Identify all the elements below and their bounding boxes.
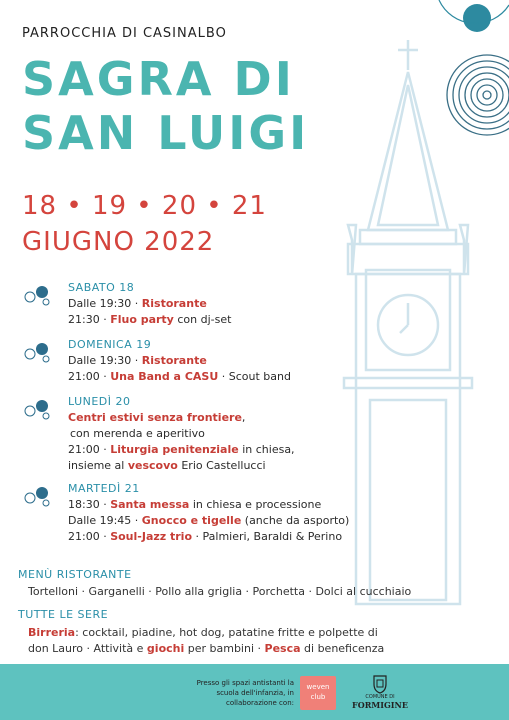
day-name: MARTEDÌ 21 bbox=[68, 482, 140, 495]
dots-icon bbox=[20, 481, 54, 509]
dates-days: 18 • 19 • 20 • 21 bbox=[22, 191, 267, 221]
dots-icon bbox=[20, 280, 54, 308]
evenings-line-2: don Lauro · Attività e giochi per bambini · Pesca di beneficenza bbox=[28, 642, 385, 655]
event-line: insieme al vescovo Erio Castellucci bbox=[68, 459, 266, 472]
event-line: Dalle 19:30 · Ristorante bbox=[68, 297, 207, 310]
event-line: 21:30 · Fluo party con dj-set bbox=[68, 313, 232, 326]
dots-icon bbox=[20, 394, 54, 422]
title-line-1: SAGRA DI bbox=[22, 52, 295, 106]
menu-heading: MENÙ RISTORANTE bbox=[18, 568, 132, 581]
crest-icon bbox=[372, 674, 388, 694]
weven-club-logo: weven club bbox=[300, 676, 336, 710]
bell-tower-illustration bbox=[330, 40, 500, 620]
comune-label: COMUNE DI bbox=[365, 694, 395, 700]
event-line: 21:00 · Una Band a CASU · Scout band bbox=[68, 370, 291, 383]
dots-icon bbox=[20, 337, 54, 365]
day-name: DOMENICA 19 bbox=[68, 338, 152, 351]
dates-month: GIUGNO 2022 bbox=[22, 227, 215, 257]
comune-name: FORMIGINE bbox=[352, 700, 408, 710]
comune-formigine-logo bbox=[352, 674, 408, 714]
event-line: Centri estivi senza frontiere, bbox=[68, 411, 246, 424]
event-dates bbox=[22, 188, 267, 260]
title-line-2: SAN LUIGI bbox=[22, 106, 310, 160]
menu-items: Tortelloni · Garganelli · Pollo alla griglia · Porchetta · Dolci al cucchiaio bbox=[28, 585, 412, 598]
event-line: Dalle 19:30 · Ristorante bbox=[68, 354, 207, 367]
day-name: LUNEDÌ 20 bbox=[68, 395, 131, 408]
event-line: 18:30 · Santa messa in chiesa e processione bbox=[68, 498, 322, 511]
footer-band bbox=[0, 664, 509, 720]
parish-name: PARROCCHIA DI CASINALBO bbox=[22, 26, 227, 41]
evenings-heading: TUTTE LE SERE bbox=[18, 608, 109, 621]
evenings-line-1: Birreria: cocktail, piadine, hot dog, patatine fritte e polpette di bbox=[28, 626, 378, 639]
event-line: 21:00 · Soul-Jazz trio · Palmieri, Baraldi & Perino bbox=[68, 530, 343, 543]
footer-text: Presso gli spazi antistanti la scuola dell'infanzia, in collaborazione con: bbox=[196, 679, 294, 707]
event-line: Dalle 19:45 · Gnocco e tigelle (anche da asporto) bbox=[68, 514, 350, 527]
event-title bbox=[22, 52, 309, 160]
day-name: SABATO 18 bbox=[68, 281, 135, 294]
event-line: 21:00 · Liturgia penitenziale in chiesa, bbox=[68, 443, 295, 456]
event-line: con merenda e aperitivo bbox=[70, 427, 205, 440]
